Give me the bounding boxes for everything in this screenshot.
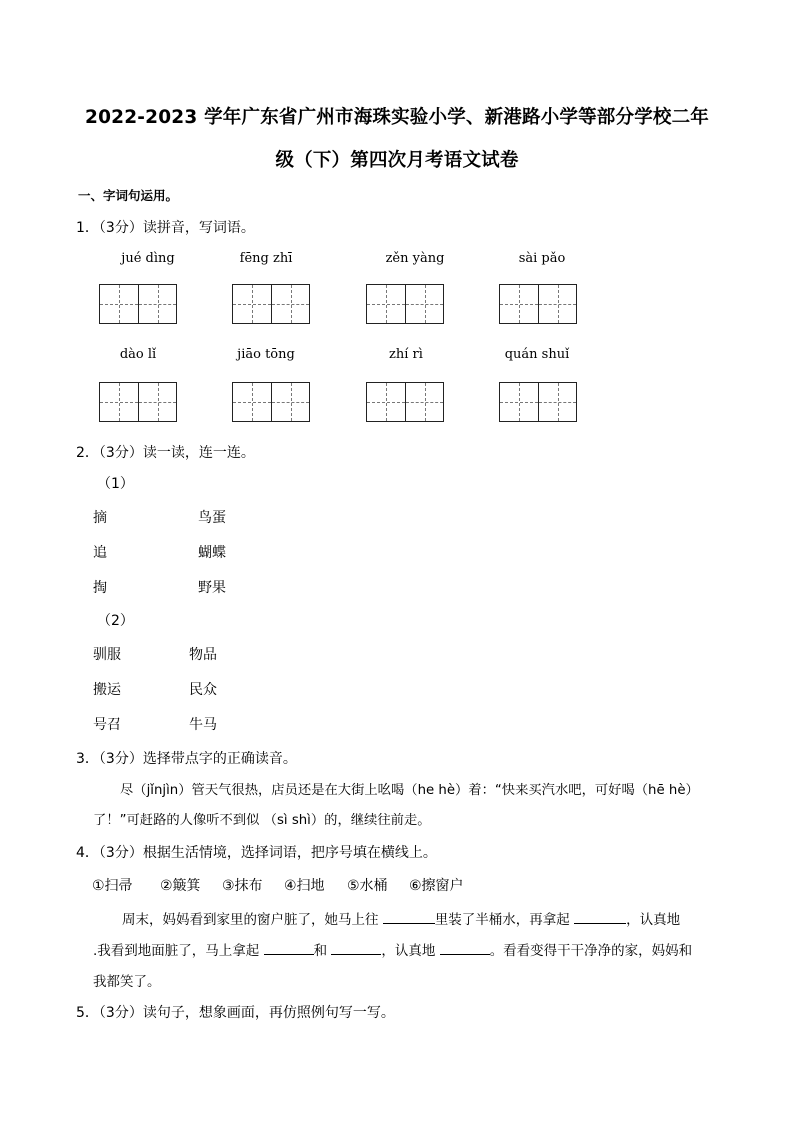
line1-part-a: 周末，妈妈看到家里的窗户脏了，她马上往 bbox=[122, 912, 383, 928]
match-right-2-1[interactable]: 物品 bbox=[189, 647, 217, 663]
writing-grid-3[interactable] bbox=[366, 284, 444, 324]
line2-part-c: ，认真地 bbox=[381, 943, 440, 959]
question-4-paragraph-line3: 我都笑了。 bbox=[93, 974, 161, 990]
question-4-paragraph-line1 bbox=[122, 908, 680, 928]
match-left-2-2[interactable]: 搬运 bbox=[93, 682, 121, 698]
match-right-2-2[interactable]: 民众 bbox=[189, 682, 217, 698]
match-right-2-3[interactable]: 牛马 bbox=[189, 717, 217, 733]
pinyin-6: jiāo tōng bbox=[237, 347, 295, 362]
pinyin-5: dào lǐ bbox=[119, 347, 157, 362]
blank-3[interactable] bbox=[264, 940, 314, 955]
part-1-label: （1） bbox=[97, 476, 134, 492]
blank-2[interactable] bbox=[574, 909, 626, 924]
writing-grid-2[interactable] bbox=[232, 284, 310, 324]
option-5: ⑤水桶 bbox=[347, 878, 388, 894]
option-4: ④扫地 bbox=[284, 878, 325, 894]
exam-title-line1: 2022-2023 学年广东省广州市海珠实验小学、新港路小学等部分学校二年 bbox=[85, 107, 709, 128]
question-3-text-line2: 了！”可赶路的人像听不到似 （sì shì）的，继续往前走。 bbox=[93, 813, 431, 828]
question-1-stem: 1．（3分）读拼音，写词语。 bbox=[76, 220, 255, 236]
pinyin-8: quán shuǐ bbox=[504, 347, 570, 362]
match-left-1-2[interactable]: 追 bbox=[93, 545, 107, 561]
line1-part-c: ，认真地 bbox=[626, 912, 681, 928]
writing-grid-6[interactable] bbox=[232, 382, 310, 422]
match-left-2-1[interactable]: 驯服 bbox=[93, 647, 121, 663]
section-heading: 一、字词句运用。 bbox=[78, 188, 179, 203]
writing-grid-1[interactable] bbox=[99, 284, 177, 324]
option-2: ②簸箕 bbox=[160, 878, 201, 894]
option-1: ①扫帚 bbox=[92, 878, 133, 894]
question-3-stem: 3．（3分）选择带点字的正确读音。 bbox=[76, 751, 297, 767]
question-3-text-line1: 尽（jǐnjìn）管天气很热，店员还是在大街上吆喝（he hè）着：“快来买汽水吧，可好喝（hē hè） bbox=[120, 783, 699, 798]
match-right-1-2[interactable]: 蝴蝶 bbox=[198, 545, 226, 561]
line2-part-b: 和 bbox=[313, 943, 332, 959]
writing-grid-8[interactable] bbox=[499, 382, 577, 422]
line2-part-a: .我看到地面脏了，马上拿起 bbox=[93, 943, 264, 959]
pinyin-3: zěn yàng bbox=[385, 251, 445, 266]
part-2-label: （2） bbox=[97, 613, 134, 629]
blank-1[interactable] bbox=[383, 909, 435, 924]
match-left-2-3[interactable]: 号召 bbox=[93, 717, 121, 733]
writing-grid-4[interactable] bbox=[499, 284, 577, 324]
option-3: ③抹布 bbox=[222, 878, 263, 894]
match-right-1-3[interactable]: 野果 bbox=[198, 580, 226, 596]
writing-grid-7[interactable] bbox=[366, 382, 444, 422]
line2-part-d: 。看看变得干干净净的家，妈妈和 bbox=[489, 943, 693, 959]
writing-grid-5[interactable] bbox=[99, 382, 177, 422]
pinyin-4: sài pǎo bbox=[518, 251, 566, 266]
question-2-stem: 2．（3分）读一读，连一连。 bbox=[76, 445, 255, 461]
question-4-paragraph-line2 bbox=[93, 939, 692, 959]
question-4-stem: 4．（3分）根据生活情境，选择词语，把序号填在横线上。 bbox=[76, 845, 437, 861]
blank-5[interactable] bbox=[440, 940, 490, 955]
pinyin-2: fēng zhī bbox=[239, 251, 293, 266]
pinyin-1: jué dìng bbox=[121, 251, 175, 266]
blank-4[interactable] bbox=[331, 940, 381, 955]
match-left-1-3[interactable]: 掏 bbox=[93, 580, 107, 596]
exam-title-line2: 级（下）第四次月考语文试卷 bbox=[275, 150, 519, 171]
question-5-stem: 5．（3分）读句子，想象画面，再仿照例句写一写。 bbox=[76, 1005, 395, 1021]
option-6: ⑥擦窗户 bbox=[409, 878, 464, 894]
line1-part-b: 里装了半桶水，再拿起 bbox=[434, 912, 575, 928]
match-right-1-1[interactable]: 鸟蛋 bbox=[198, 510, 226, 526]
pinyin-7: zhí rì bbox=[389, 347, 423, 362]
match-left-1-1[interactable]: 摘 bbox=[93, 510, 107, 526]
